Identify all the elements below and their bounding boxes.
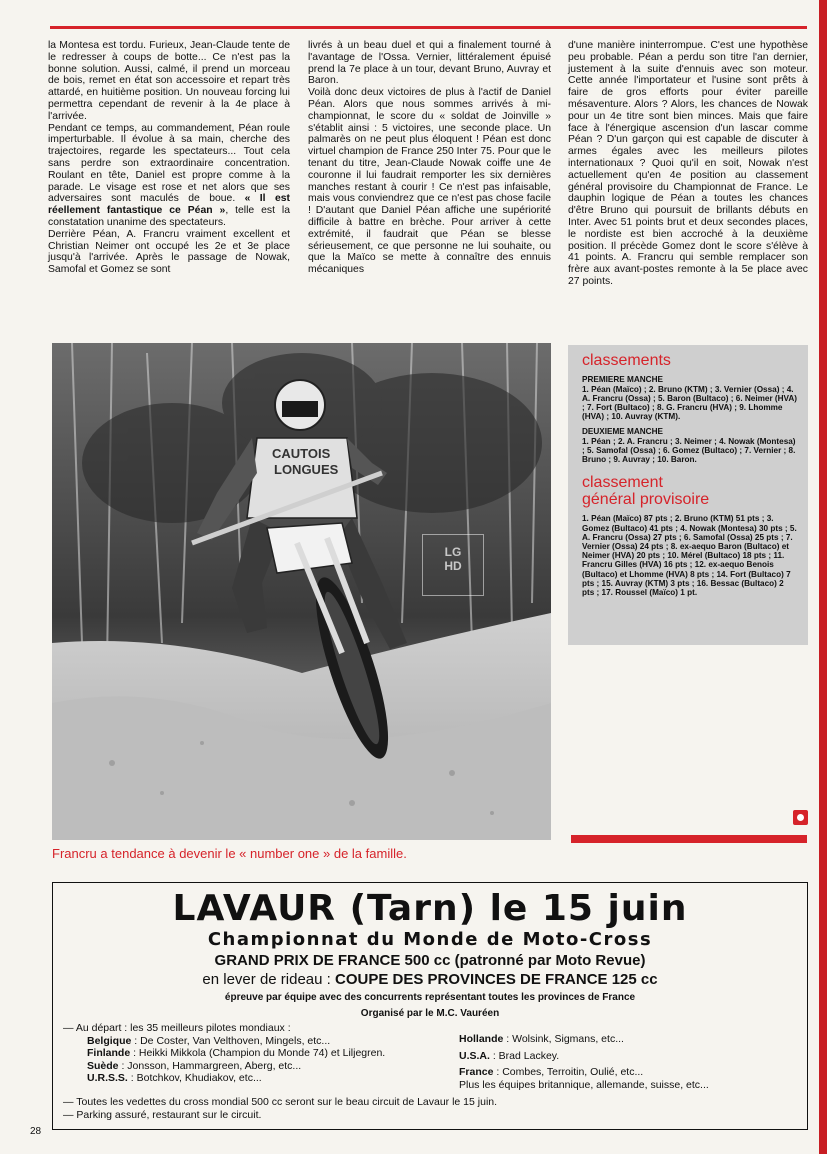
bib-text-line1: CAUTOIS — [272, 446, 331, 461]
list-item: U.R.S.S. : Botchkov, Khudiakov, etc... — [87, 1072, 262, 1085]
page-number: 28 — [30, 1126, 42, 1137]
top-rule — [50, 26, 807, 29]
first-heat-heading: PREMIERE MANCHE — [582, 375, 663, 384]
article-column-1 — [48, 40, 290, 276]
paragraph: Pendant ce temps, au commandement, Péan roule imperturbable. Il évolue à sa main, cherche des trajectoires, regarde les spectateurs... Tout cela sans perdre son extraordinaire concentration. Roulant en tête, Daniel est propre comme à la parade. Le visage est rose et net alors que ses adversaires sont maculés de boue. « Il est réellement fantastique ce Péan », telle est la constatation unanime des spectateurs. — [48, 122, 291, 228]
list-item: Suède : Jonsson, Hammargreen, Aberg, etc... — [87, 1059, 302, 1072]
event-grand-prix: GRAND PRIX DE FRANCE 500 cc (patronné par Moto Revue) — [214, 952, 646, 969]
list-item: Belgique : De Coster, Van Velthoven, Mingels, etc... — [87, 1034, 331, 1047]
paragraph: Derrière Péan, A. Francru vraiment excellent et Christian Neimer ont occupé les 2e et 3e place jusqu'à l'arrivée. Après le passage de Nowak, Samofal et Gomez se sont — [48, 228, 290, 276]
list-item: Hollande : Wolsink, Sigmans, etc... — [459, 1033, 624, 1045]
bib-text-line2: LONGUES — [274, 462, 339, 477]
photo-caption: Francru a tendance à devenir le « number one » de la famille. — [52, 846, 407, 861]
event-team-note: épreuve par équipe avec des concurrents représentant toutes les provinces de France — [224, 992, 636, 1003]
note-parking: — Parking assuré, restaurant sur le circuit. — [63, 1108, 262, 1121]
general-standings-subtitle: général provisoire — [582, 491, 710, 509]
right-edge-bar — [819, 0, 827, 1154]
results-box — [568, 345, 808, 645]
event-notes — [63, 1096, 803, 1121]
second-heat-heading: DEUXIEME MANCHE — [582, 427, 663, 437]
riders-list-left — [63, 1022, 443, 1085]
event-organizer: Organisé par le M.C. Vauréen — [360, 1008, 500, 1019]
riders-intro: — Au départ : les 35 meilleurs pilotes mondiaux : — [63, 1022, 291, 1034]
event-advertisement — [52, 882, 808, 1130]
red-strip — [571, 835, 807, 843]
list-item: France : Combes, Terroitin, Oulié, etc... — [459, 1066, 644, 1079]
paragraph: la Montesa est tordu. Furieux, Jean-Claude tente de le redresser à coups de botte... Ce n'est pas la bonne solution. Aussi, calmé, il prend un morceau de bois, remet en état son accessoire et repart très attardé, en huitième position. Un nouveau forcing lui permettra cependant de revenir à la 4e place à l'arrivée. — [48, 40, 290, 122]
article-column-2 — [308, 40, 551, 276]
event-championship: Championnat du Monde de Moto-Cross — [207, 929, 653, 950]
second-heat-results: 1. Péan ; 2. A. Francru ; 3. Neimer ; 4. Nowak (Montesa) ; 5. Samofal (Ossa) ; 6. Gomez (Bultaco) ; 7. Vernier ; 8. Bruno ; 9. Auvray ; 10. Baron. — [582, 436, 796, 465]
paragraph: livrés à un beau duel et qui a finalement tourné à l'avantage de l'Ossa. Vernier, littéralement épuisé prend la 7e place à un tour, devant Bruno, Auvray et Baron. — [308, 40, 551, 87]
list-item: Finlande : Heikki Mikkola (Champion du Monde 74) et Liljegren. — [87, 1047, 386, 1060]
general-standings-title: classement — [582, 474, 663, 492]
list-item: Plus les équipes britannique, allemande, suisse, etc... — [459, 1078, 709, 1091]
page-marker-icon — [793, 810, 808, 825]
note-stars: — Toutes les vedettes du cross mondial 500 cc seront sur le beau circuit de Lavaur le 15 juin. — [63, 1096, 498, 1108]
event-headline: LAVAUR (Tarn) le 15 juin — [172, 888, 688, 929]
paragraph: d'une manière ininterrompue. C'est une hypothèse peu probable. Péan a perdu son titre l'an dernier, justement à la suite d'ennuis avec son moteur. Cette année l'importateur et l'usine sont prêts à faire de gros efforts pour éviter pareille mésaventure. Alors ? Alors, les chances de Nowak pour un 4e titre sont bien minces. Mais que faire face à l'énergique ascension d'un lascar comme Péan ? D'un garçon qui est capable de discuter à armes égales avec les meilleurs pilotes internationaux ? Quoi qu'il en soit, Nowak n'est actuellement qu'en 4e position au classement général provisoire du Championnat de France. Le dauphin logique de Péan a toutes les chances d'être Bruno qui poursuit de brillants débuts en Inter. Avec 51 points brut et deux secondes places, le nordiste est bien accroché à la deuxième position. Il précède Gomez dont le score s'élève à 41 points. A. Francru qui semble remplacer son frère aux avant-postes remonte à la 5e place avec 27 points. — [568, 40, 808, 287]
watermark-logo: LG HD — [422, 534, 484, 596]
first-heat-results: 1. Péan (Maïco) ; 2. Bruno (KTM) ; 3. Vernier (Ossa) ; 4. A. Francru (Ossa) ; 5. Baron (Bultaco) ; 6. Neimer (HVA) ; 7. Fort (Bultaco) ; 8. G. Francru (HVA) ; 9. Lhomme (HVA) ; 10. Auvray (KTM). — [582, 384, 798, 422]
paragraph: Voilà donc deux victoires de plus à l'actif de Daniel Péan. Alors que nous sommes arrivés à mi-championnat, le score du « soldat de Joinville » s'établit ainsi : 5 victoires, une seconde place. Un palmarès on ne peut plus éloquent ! Péan est donc virtuel champion de France 250 Inter 75. Pour que le tenant du titre, Jean-Claude Nowak coiffe une 4e couronne il lui faudrait remporter les six dernières manches restant à courir ! Ce n'est pas infaisable, mais vous conviendrez que ce n'est pas chose facile ! D'autant que Daniel Péan affiche une supériorité difficile à battre en brèche. Pour arriver à cette extrémité, il faudrait que Péan se blesse sérieusement, ce que personne ne lui souhaite, ou que la Maïco se mette à connaître des ennuis mécaniques — [308, 87, 551, 276]
riders-list-right — [459, 1033, 804, 1091]
general-standings-results: 1. Péan (Maïco) 87 pts ; 2. Bruno (KTM) 51 pts ; 3. Gomez (Bultaco) 41 pts ; 4. Nowak (Montesa) 30 pts ; 5. A. Francru (Ossa) 27 pts ; 6. Samofal (Ossa) 25 pts ; 7. Vernier (Ossa) 24 pts ; 8. ex-aequo Baron (Bultaco) et Neimer (HVA) 20 pts ; 10. Mérel (Bultaco) 18 pts ; 11. Francru Gilles (HVA) 16 pts ; 12. ex-aequo Benois (Bultaco) et Lhomme (HVA) 8 pts ; 14. Fort (Bultaco) 7 pts ; 15. Auvray (KTM) 3 pts ; 16. Bessac (Bultaco) 2 pts ; 17. Roussel (Maïco) 1 pt. — [582, 514, 797, 598]
list-item: U.S.A. : Brad Lackey. — [459, 1049, 560, 1062]
classements-title: classements — [582, 352, 671, 369]
event-curtain-raiser: en lever de rideau : COUPE DES PROVINCES DE FRANCE 125 cc — [202, 971, 658, 988]
article-column-3 — [568, 40, 808, 288]
